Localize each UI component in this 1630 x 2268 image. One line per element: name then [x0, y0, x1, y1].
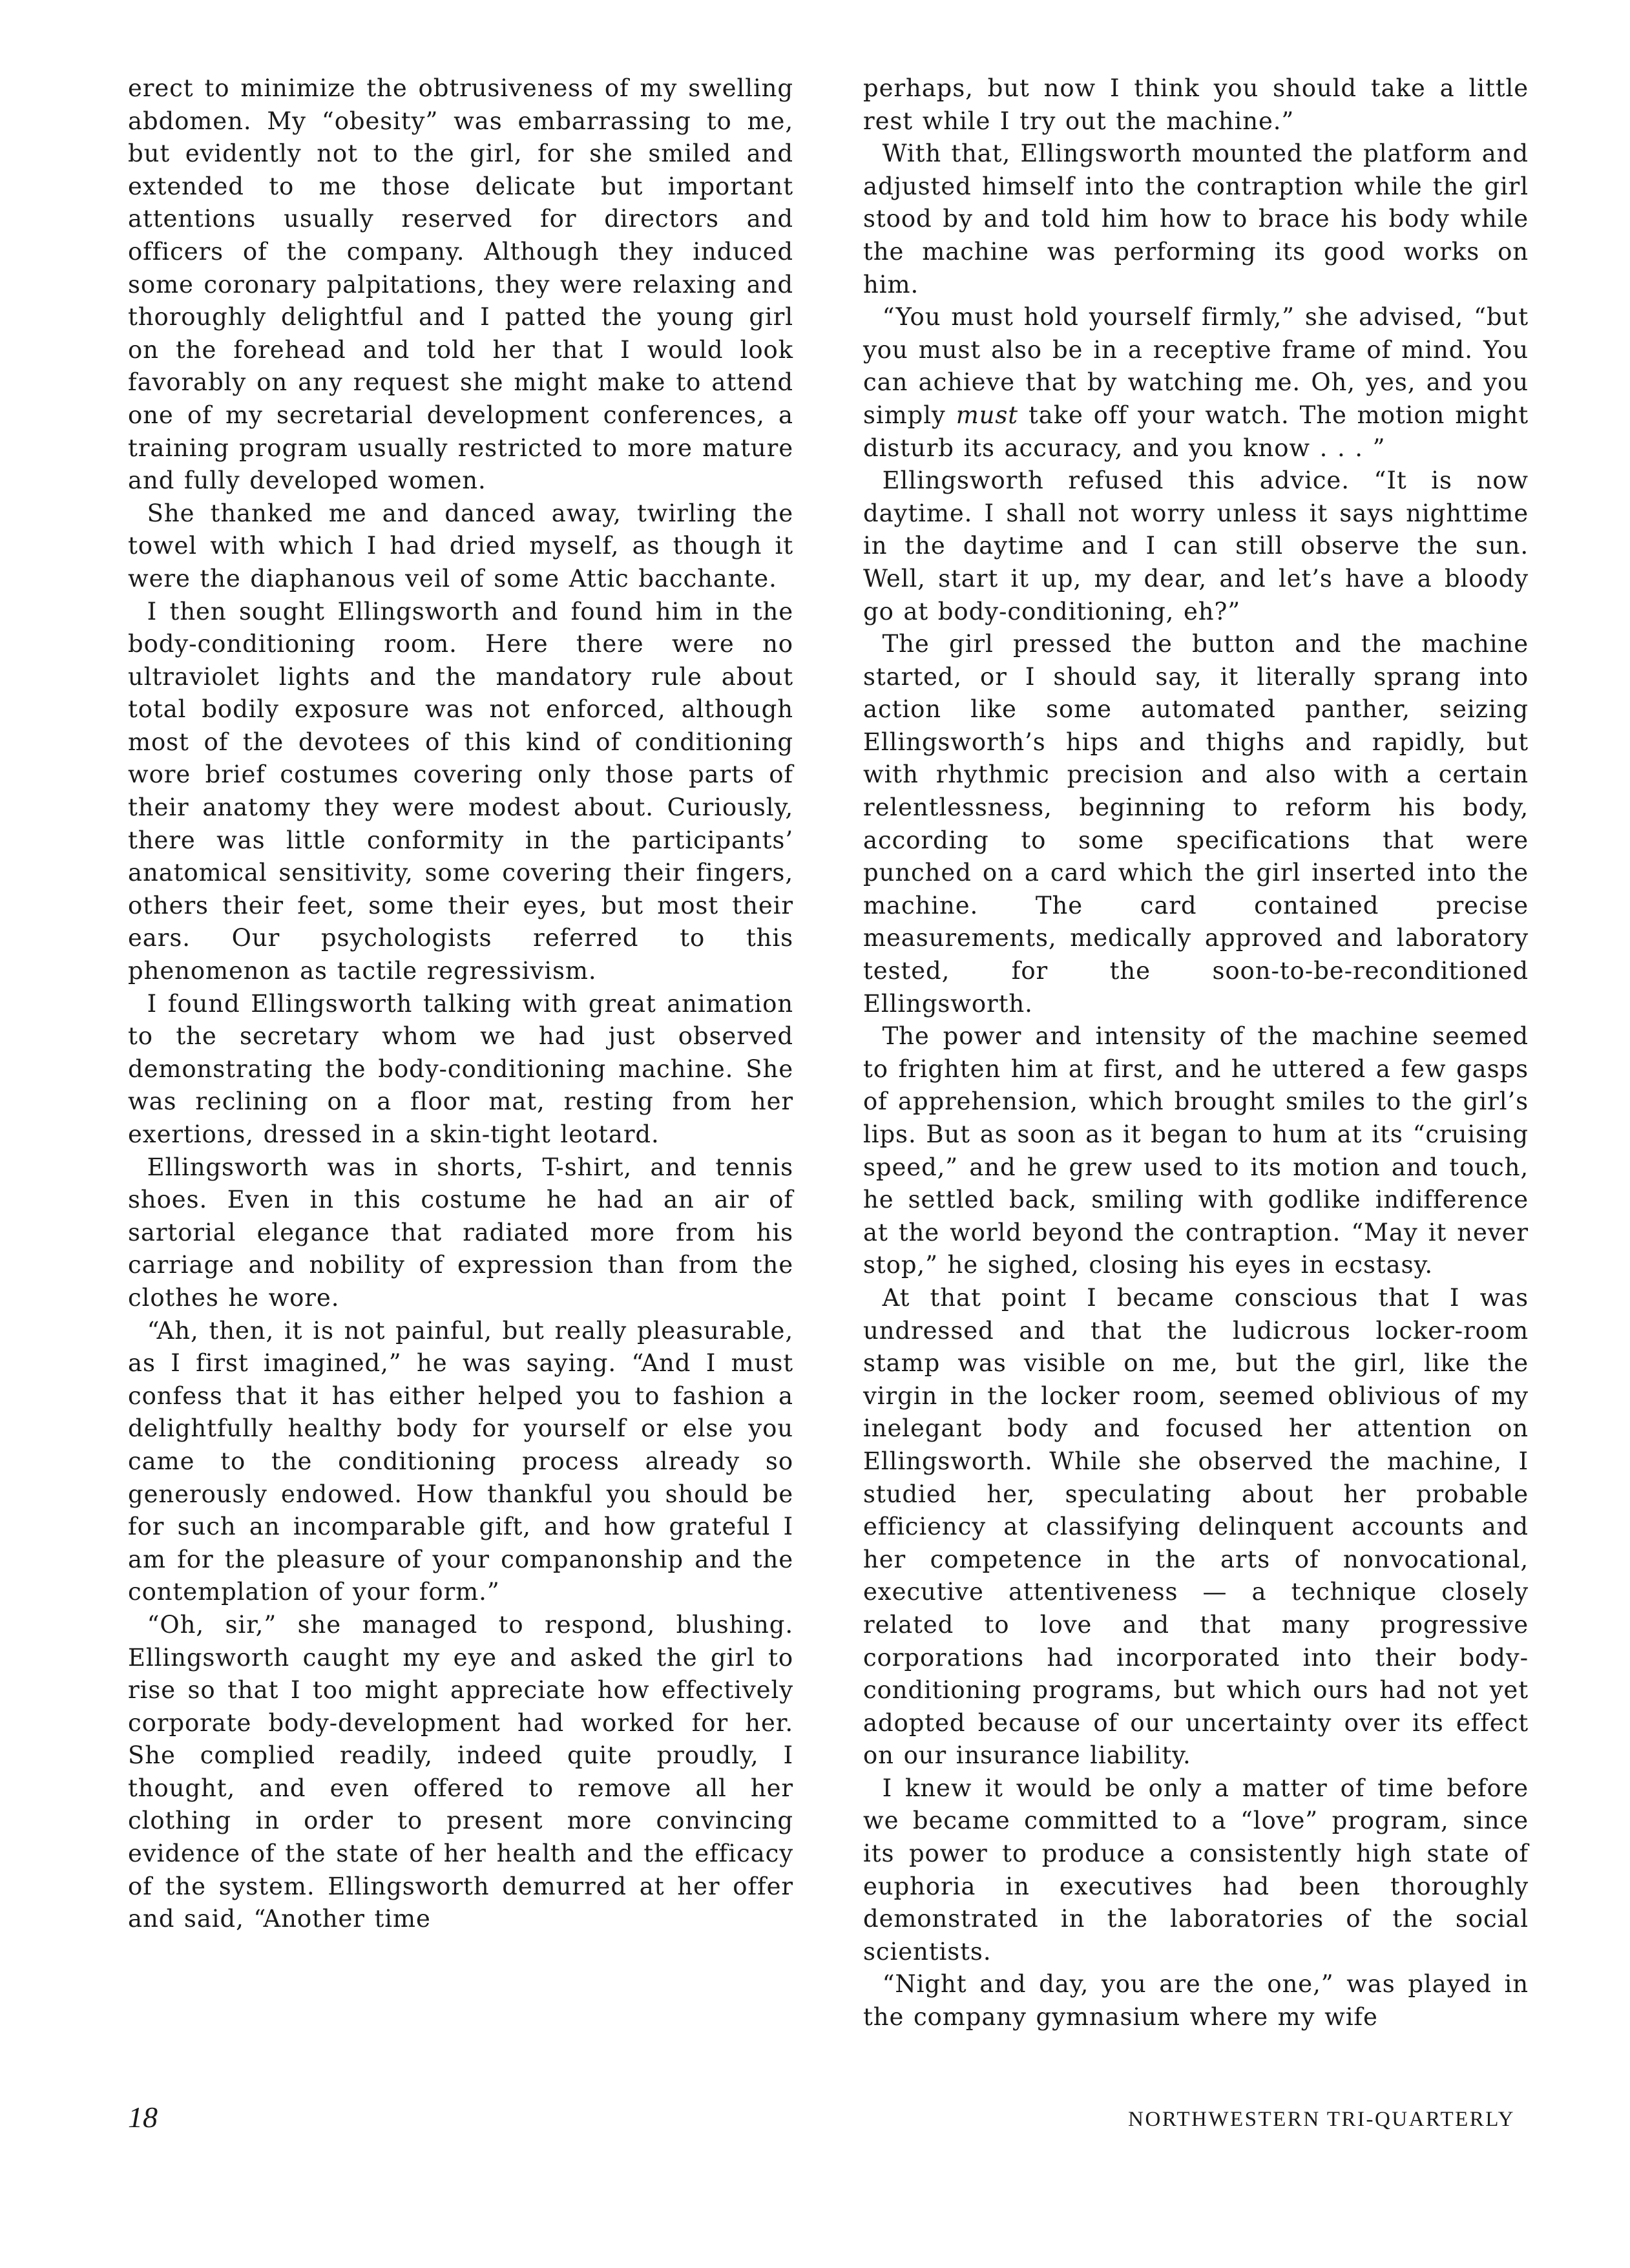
- paragraph: The girl pressed the button and the machine started, or I should say, it literally sprang into action like some automated panther, seizing Ellingsworth’s hips and thighs and rapidly, but with rhythmic precision and also with a certain relentlessness, beginning to reform his body, according to some specifications that were punched on a card which the girl inserted into the machine. The card contained precise measurements, medically approved and laboratory tested, for the soon-to-be-reconditioned Ellingsworth.: [863, 630, 1529, 1018]
- paragraph: [863, 301, 1529, 465]
- emphasis: must: [956, 401, 1019, 429]
- paragraph-text: take off your watch. The motion might disturb its accuracy, and you know . . . ”: [863, 401, 1529, 462]
- right-column: [863, 72, 1529, 2034]
- paragraph: She thanked me and danced away, twirling the towel with which I had dried myself, as though it were the diaphanous veil of some Attic bacchante.: [128, 499, 793, 593]
- left-column: [128, 72, 793, 1936]
- paragraph: The power and intensity of the machine seemed to frighten him at first, and he uttered a few gasps of apprehension, which brought smiles to the girl’s lips. But as soon as it began to hum at its “cruising speed,” and he grew used to its motion and touch, he settled back, smiling with godlike indifference at the world beyond the contraption. “May it never stop,” he sighed, closing his eyes in ecstasy.: [863, 1022, 1529, 1279]
- journal-title: NORTHWESTERN TRI-QUARTERLY: [1128, 2108, 1515, 2131]
- paragraph: I then sought Ellingsworth and found him in the body-conditioning room. Here there were no ultraviolet lights and the mandatory rule about total bodily exposure was not enforced, although most of the devotees of this kind of conditioning wore brief costumes covering only those parts of their anatomy they were modest about. Curiously, there was little conformity in the participants’ anatomical sensitivity, some covering their fingers, others their feet, some their eyes, but most their ears. Our psychologists referred to this phenomenon as tactile regressivism.: [128, 597, 793, 985]
- paragraph: Ellingsworth refused this advice. “It is now daytime. I shall not worry unless it says nighttime in the daytime and I can still observe the sun. Well, start it up, my dear, and let’s have a bloody go at body-conditioning, eh?”: [863, 467, 1529, 625]
- paragraph: Ellingsworth was in shorts, T-shirt, and tennis shoes. Even in this costume he had an air of sartorial elegance that radiated more from his carriage and nobility of expression than from the clothes he wore.: [128, 1153, 793, 1312]
- paragraph: “Ah, then, it is not painful, but really pleasurable, as I first imagined,” he was saying. “And I must confess that it has either helped you to fashion a delightfully healthy body for yourself or else you came to the conditioning process already so generously endowed. How thankful you should be for such an incomparable gift, and how grateful I am for the pleasure of your companonship and the contemplation of your form.”: [128, 1316, 793, 1606]
- paragraph: erect to minimize the obtrusiveness of my swelling abdomen. My “obesity” was embarrassing to me, but evidently not to the girl, for she smiled and extended to me those delicate but important attentions usually reserved for directors and officers of the company. Although they induced some coronary palpitations, they were relaxing and thoroughly delightful and I patted the young girl on the forehead and told her that I would look favorably on any request she might make to attend one of my secretarial development conferences, a training program usually restricted to more mature and fully developed women.: [128, 74, 793, 495]
- paragraph: At that point I became conscious that I was undressed and that the ludicrous locker-room stamp was visible on me, but the girl, like the virgin in the locker room, seemed oblivious of my inelegant body and focused her attention on Ellingsworth. While she observed the machine, I studied her, speculating about her probable efficiency at classifying delinquent accounts and her competence in the arts of nonvocational, executive attentiveness — a technique closely related to love and that many progressive corporations had incorporated into their body-conditioning programs, but which ours had not yet adopted because of our uncertainty over its effect on our insurance liability.: [863, 1283, 1529, 1770]
- page-number: 18: [128, 2101, 158, 2134]
- paragraph: I found Ellingsworth talking with great animation to the secretary whom we had just observed demonstrating the body-conditioning machine. She was reclining on a floor mat, resting from her exertions, dressed in a skin-tight leotard.: [128, 989, 793, 1148]
- paragraph: perhaps, but now I think you should take a little rest while I try out the machine.”: [863, 74, 1529, 135]
- paragraph: “Oh, sir,” she managed to respond, blushing. Ellingsworth caught my eye and asked the girl to rise so that I too might appreciate how effectively corporate body-development had worked for her. She complied readily, indeed quite proudly, I thought, and even offered to remove all her clothing in order to present more convincing evidence of the state of her health and the efficacy of the system. Ellingsworth demurred at her offer and said, “Another time: [128, 1610, 793, 1933]
- paragraph-text: “You must hold yourself firmly,” she advised, “but you must also be in a receptive frame of mind. You can achieve that by watching me. Oh, yes, and you simply: [863, 303, 1529, 429]
- paragraph: I knew it would be only a matter of time before we became committed to a “love” program, since its power to produce a consistently high state of euphoria in executives had been thoroughly demonstrated in the laboratories of the social scientists.: [863, 1774, 1529, 1966]
- paragraph: “Night and day, you are the one,” was played in the company gymnasium where my wife: [863, 1970, 1529, 2032]
- paragraph: With that, Ellingsworth mounted the platform and adjusted himself into the contraption while the girl stood by and told him how to brace his body while the machine was performing its good works on him.: [863, 140, 1529, 299]
